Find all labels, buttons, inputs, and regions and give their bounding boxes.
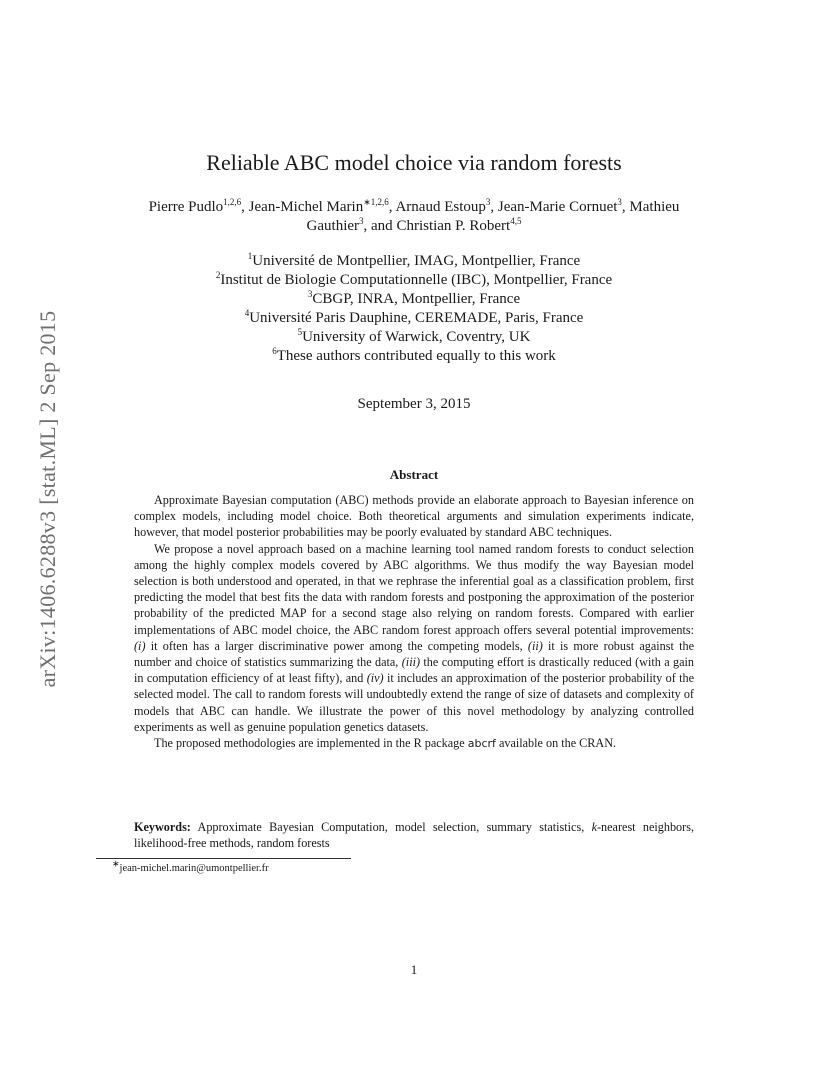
- affiliation: $^4$Université Paris Dauphine, CEREMADE, Paris, France: [244, 308, 584, 326]
- keywords: Keywords: Approximate Bayesian Computation, model selection, summary statistics, k-nearest neighbors, likelihood-free methods, random forests: [134, 820, 694, 851]
- author-affiliation-marker: 3: [359, 216, 364, 226]
- author-name: Arnaud Estoup: [395, 199, 486, 215]
- email-link[interactable]: jean-michel.marin@umontpellier.fr: [119, 863, 269, 874]
- author-name: Jean-Marie Cornuet: [497, 199, 618, 215]
- author-affiliation-marker: 3: [617, 197, 622, 207]
- author-name: Jean-Michel Marin: [248, 199, 364, 215]
- author-line-1: Pierre Pudlo$^{1,2,6}$, Jean-Michel Marin$^{∗1,2,6}$, Arnaud Estoup$^3$, Jean-Marie Cornuet$^3$, Mathieu: [148, 197, 680, 215]
- affiliation: $^3$CBGP, INRA, Montpellier, France: [307, 289, 521, 307]
- author-line-2: Gauthier$^3$, and Christian P. Robert$^{4,5}$: [306, 216, 522, 234]
- author-affiliation-marker: ∗1,2,6: [363, 197, 389, 207]
- item-ii: (ii): [527, 638, 543, 653]
- affiliation: $^2$Institut de Biologie Computationnelle (IBC), Montpellier, France: [215, 270, 613, 288]
- abstract-heading: Abstract: [389, 467, 439, 482]
- abstract-paragraph-3: The proposed methodologies are implemented in the R package abcrf available on the CRAN.: [154, 736, 617, 751]
- author-name: Pierre Pudlo: [148, 199, 224, 215]
- footnote-rule: [96, 858, 351, 859]
- item-i: (i): [134, 638, 146, 653]
- author-affiliation-marker: 3: [485, 197, 491, 207]
- abstract-paragraph-1: Approximate Bayesian computation (ABC) methods provide an elaborate approach to Bayesian inference on complex models, including model choice. Both theoretical arguments and simulation experiments indicate, however, that model posterior probabilities may be poorly evaluated by standard ABC techniques.: [134, 493, 694, 540]
- author-name: Christian P. Robert: [396, 218, 511, 234]
- package-name: abcrf: [467, 737, 496, 751]
- affiliation: $^6$These authors contributed equally to this work: [272, 346, 556, 364]
- abstract-body: [134, 492, 694, 752]
- keywords-label: Keywords:: [134, 820, 191, 834]
- arxiv-id-text: arXiv:1406.6288v3 [stat.ML] 2 Sep 2015: [35, 310, 60, 688]
- footnote-email: ∗jean-michel.marin@umontpellier.fr: [112, 858, 269, 874]
- author-list: [0, 198, 828, 236]
- affiliation-list: [0, 252, 828, 366]
- paper-date: September 3, 2015: [357, 396, 471, 412]
- abstract-paragraph-2: We propose a novel approach based on a machine learning tool named random forests to conduct selection among the highly complex models covered by ABC algorithms. We thus modify the way Bayesian model selection is both understood and operated, in that we rephrase the inferential goal as a classification problem, first predicting the model that best fits the data with random forests and postponing the approximation of the posterior probability of the predicted MAP for a second stage also relying on random forests. Compared with earlier implementations of ABC model choice, the ABC random forest approach offers several potential improvements: (i) it often has a larger discriminative power among the competing models, (ii) it is more robust against the number and choice of statistics summarizing the data, (iii) the computing effort is drastically reduced (with a gain in computation efficiency of at least fifty), and (iv) it includes an approximation of the posterior probability of the selected model. The call to random forests will undoubtedly extend the range of size of datasets and complexity of models that ABC can handle. We illustrate the power of this novel methodology by analyzing controlled experiments as well as genuine population genetics datasets.: [134, 541, 694, 734]
- author-affiliation-marker: 1,2,6: [223, 197, 242, 207]
- affiliation: $^1$Université de Montpellier, IMAG, Montpellier, France: [247, 251, 581, 269]
- affiliation: $^5$University of Warwick, Coventry, UK: [297, 327, 531, 345]
- page-number: 1: [410, 962, 418, 977]
- item-iii: (iii): [401, 655, 421, 670]
- author-affiliation-marker: 4,5: [510, 216, 522, 226]
- author-name: Gauthier: [306, 218, 360, 234]
- paper-title: Reliable ABC model choice via random forests: [206, 150, 622, 175]
- item-iv: (iv): [366, 671, 384, 686]
- author-name: Mathieu: [629, 199, 680, 215]
